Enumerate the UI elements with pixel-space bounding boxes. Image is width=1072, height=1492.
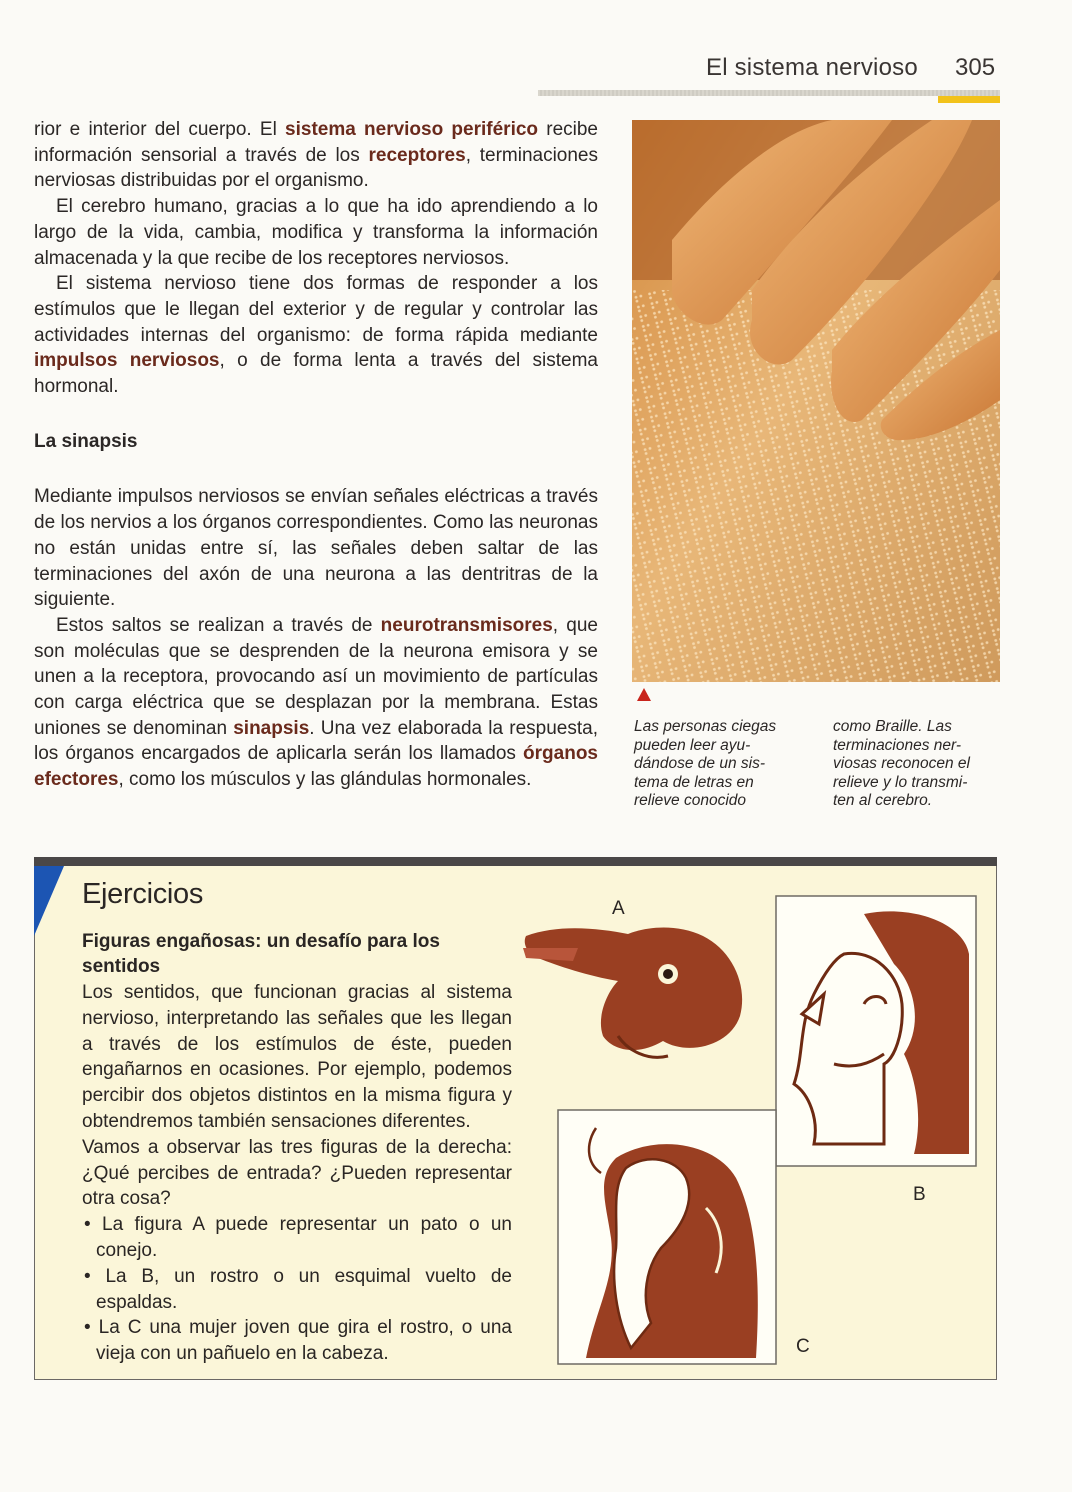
caption-arrow-icon <box>637 688 651 701</box>
paragraph: Estos saltos se realizan a través de neurotransmisores, que son moléculas que se desprenden de la neurona emisora y se unen a la receptora, provocando así un movimiento de partículas con carga eléctrica que se desplazan por la membrana. Estas uniones se denominan sinapsis. Una vez elaborada la respuesta, los órganos encargados de aplicarla serán los llamados órganos efectores, como los músculos y las glándulas hormonales. <box>34 614 598 791</box>
main-text-column <box>34 117 598 793</box>
header-rule <box>538 90 1000 96</box>
braille-reading-photo <box>632 120 1000 682</box>
exercise-paragraph: Vamos a observar las tres figuras de la derecha: ¿Qué percibes de entrada? ¿Pueden representar otra cosa? <box>82 1136 512 1210</box>
exercise-bullet: • La C una mujer joven que gira el rostro, o una vieja con un pañuelo en la cabeza. <box>84 1317 513 1365</box>
photo-caption-col2: como Braille. Las terminaciones ner- viosas reconocen el relieve y lo transmi- ten al cerebro. <box>833 718 970 809</box>
exercise-bullet: • La figura A puede representar un pato o un conejo. <box>84 1214 513 1261</box>
page-number: 305 <box>955 54 996 81</box>
running-header-title: El sistema nervioso <box>706 54 918 81</box>
figure-b-label: B <box>913 1184 926 1205</box>
face-eskimo-illustration <box>774 894 984 1179</box>
paragraph: rior e interior del cuerpo. El sistema nervioso periférico recibe información sensorial a través de los receptores, terminaciones nerviosas distribuidas por el organismo. <box>34 119 598 192</box>
exercises-top-bar <box>34 857 997 866</box>
photo-caption-col1: Las personas ciegas pueden leer ayu- dándose de un sis- tema de letras en relieve conocido <box>634 718 777 809</box>
exercises-flag-icon <box>34 866 64 936</box>
paragraph: Mediante impulsos nerviosos se envían señales eléctricas a través de los nervios a los órganos correspondientes. Como las neuronas no están unidas entre sí, las señales deben saltar de las terminaciones del axón de una neurona a las dentritras de la siguiente. <box>34 486 598 611</box>
exercises-subtitle: Figuras engañosas: un desafío para los sentidos <box>82 931 440 977</box>
duck-rabbit-illustration <box>518 906 768 1071</box>
paragraph: El cerebro humano, gracias a lo que ha ido aprendiendo a lo largo de la vida, cambia, modifica y transforma la información almacenada y la que recibe de los receptores nerviosos. <box>34 196 598 269</box>
paragraph: El sistema nervioso tiene dos formas de responder a los estímulos que le llegan del exterior y de regular y controlar las actividades internas del organismo: de forma rápida mediante impulsos nerviosos, o de forma lenta a través del sistema hormonal. <box>34 273 598 398</box>
exercises-body <box>82 980 512 1367</box>
figure-c-label: C <box>796 1336 810 1357</box>
header-accent-tab <box>938 96 1000 103</box>
section-subheading: La sinapsis <box>34 430 138 452</box>
exercises-title: Ejercicios <box>82 878 204 910</box>
young-old-woman-illustration <box>556 1108 780 1375</box>
figure-a-label: A <box>612 898 625 919</box>
exercise-paragraph: Los sentidos, que funcionan gracias al sistema nervioso, interpretando las señales que les llegan a través de los estímulos de éste, pueden engañarnos en ocasiones. Por ejemplo, podemos percibir dos objetos distintos en la misma figura y obtendremos también sensaciones diferentes. <box>82 982 512 1132</box>
exercise-bullet: • La B, un rostro o un esquimal vuelto de espaldas. <box>84 1265 512 1313</box>
